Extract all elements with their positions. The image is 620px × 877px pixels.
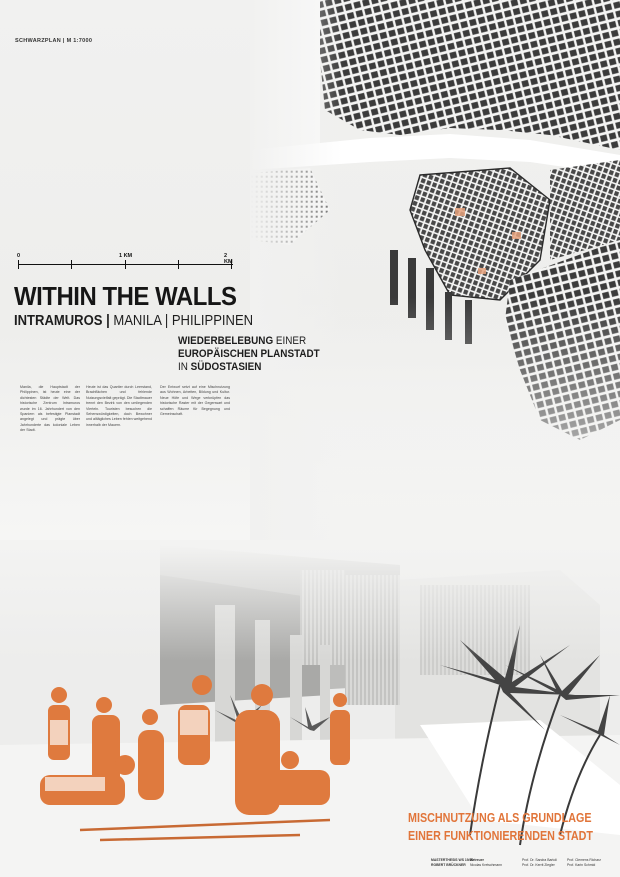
- subtitle-bold: INTRAMUROS |: [14, 313, 110, 329]
- scale-tick: [18, 260, 19, 269]
- tagline-l1-bold: WIEDERBELEBUNG: [178, 335, 274, 347]
- credit-supervisor-name: Nicolas Kretschmann: [470, 863, 503, 867]
- tagline-l2-bold: EUROPÄISCHEN PLANSTADT: [178, 348, 320, 360]
- poster-subtitle: [14, 313, 253, 329]
- credit-supervisor-label: Betreuer: [470, 858, 484, 862]
- credit-prof-4: Prof. Karin Schmid: [567, 863, 596, 867]
- credit-prof-1: Prof. Dr. Sandra Bartoli: [522, 858, 557, 862]
- credits-professors-1: [522, 858, 557, 868]
- tagline-l1-thin: EINER: [273, 335, 307, 347]
- scale-bar: [18, 254, 233, 274]
- credit-prof-2: Prof. Dr. Kerrit Ziegler: [522, 863, 555, 867]
- plan-scale-label: SCHWARZPLAN | M 1:7000: [15, 38, 93, 44]
- credits-thesis: [431, 858, 473, 868]
- scale-tick: [71, 260, 72, 269]
- headline-line-2: EINER FUNKTIONIERENDEN STADT: [408, 829, 593, 843]
- credit-thesis-label: MASTERTHESIS WS 19/20: [431, 858, 474, 862]
- tagline-l3-thin: IN: [178, 361, 191, 373]
- poster-title: WITHIN THE WALLS: [14, 281, 237, 311]
- scale-tick: [125, 260, 126, 269]
- scale-label-2: 2 KM: [224, 253, 233, 265]
- credit-prof-3: Prof. Clemens Richarz: [567, 858, 601, 862]
- credits-supervisor: [470, 858, 502, 868]
- scale-label-0: 0: [17, 253, 21, 259]
- poster-tagline: [178, 335, 320, 374]
- bottom-headline: [408, 809, 593, 845]
- headline-line-1: MISCHNUTZUNG ALS GRUNDLAGE: [408, 811, 592, 825]
- body-text-column-2: Heute ist das Quartier durch Leerstand, Brachflächen und fehlende Nutzungsvielfalt geprägt. Die Stadtmauer trennt den Bezirk von den umliegenden Vierteln. Touristen besuchen die Sehenswürdigkeiten, doch Bewohner und alltägliches Leben fehlen weitgehend innerhalb der Mauern.: [86, 385, 152, 427]
- subtitle-thin: MANILA | PHILIPPINEN: [109, 313, 254, 329]
- scale-label-1: 1 KM: [119, 253, 133, 259]
- credits-professors-2: [567, 858, 601, 868]
- scale-tick: [178, 260, 179, 269]
- credit-author: ROBERT BRÜCKNER: [431, 863, 466, 867]
- figure-ground-map: [250, 0, 620, 540]
- body-text-column-1: Manila, die Hauptstadt der Philippinen, ist heute eine der dichtesten Städte der Welt. Das historische Zentrum Intramuros wurde im 16. Jahrhundert von den Spaniern als befestigte Planstadt angelegt und prägte über Jahrhunderte das koloniale Leben der Stadt.: [20, 385, 80, 433]
- tagline-l3-bold: SÜDOSTASIEN: [190, 361, 262, 373]
- body-text-column-3: Der Entwurf setzt auf eine Mischnutzung aus Wohnen, Arbeiten, Bildung und Kultur. Neue Höfe und Wege verknüpfen das historische Raster mit der Gegenwart und schaffen Räume für Begegnung und Gemeinschaft.: [160, 385, 230, 417]
